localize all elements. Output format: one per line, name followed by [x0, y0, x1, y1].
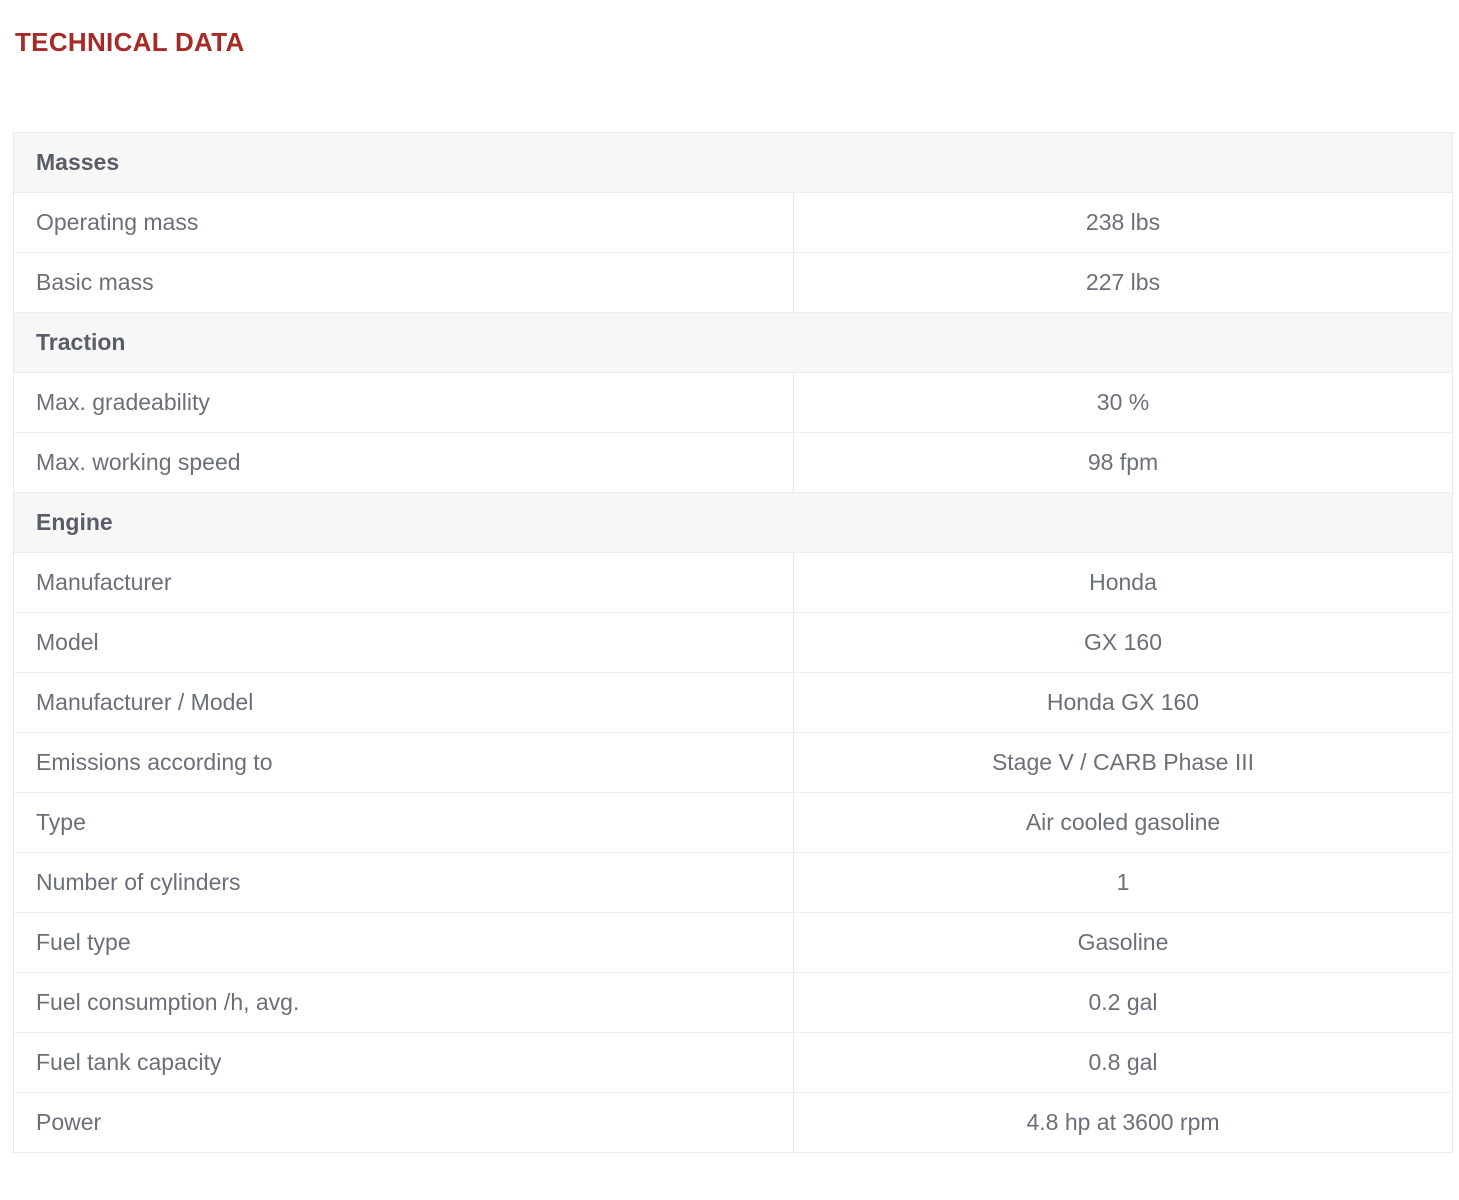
section-title: Masses: [36, 149, 120, 175]
row-value: 0.8 gal: [1088, 1049, 1158, 1075]
row-value: GX 160: [1084, 629, 1162, 655]
table-row: [14, 673, 1452, 733]
row-label: Manufacturer: [14, 553, 794, 612]
table-row: [14, 733, 1452, 793]
table-row: [14, 973, 1452, 1033]
row-label: Max. working speed: [14, 433, 794, 492]
row-label: Type: [14, 793, 794, 852]
row-label: Emissions according to: [14, 733, 794, 792]
row-value: Honda: [1089, 569, 1157, 595]
table-row: [14, 913, 1452, 973]
row-value: Honda GX 160: [1046, 689, 1200, 715]
table-row: [14, 193, 1452, 253]
table-row: [14, 373, 1452, 433]
table-row: [14, 1093, 1452, 1153]
table-row: [14, 853, 1452, 913]
row-label: Power: [14, 1093, 794, 1152]
row-value: 98 fpm: [1087, 449, 1159, 475]
row-value: Air cooled gasoline: [1025, 809, 1221, 835]
section-title: Engine: [36, 509, 113, 535]
section-header-masses: [14, 133, 1452, 193]
row-label: Max. gradeability: [14, 373, 794, 432]
row-value: 4.8 hp at 3600 rpm: [1026, 1109, 1220, 1135]
row-value: 30 %: [1096, 389, 1150, 415]
row-label: Basic mass: [14, 253, 794, 312]
row-label: Fuel type: [14, 913, 794, 972]
technical-data-table: [13, 132, 1453, 1153]
row-label: Fuel tank capacity: [14, 1033, 794, 1092]
table-row: [14, 1033, 1452, 1093]
row-label: Number of cylinders: [14, 853, 794, 912]
row-value: Stage V / CARB Phase III: [991, 749, 1255, 775]
row-value: 227 lbs: [1085, 269, 1161, 295]
row-label: Fuel consumption /h, avg.: [14, 973, 794, 1032]
row-value: 0.2 gal: [1088, 989, 1158, 1015]
row-value: 1: [1116, 869, 1130, 895]
table-row: [14, 613, 1452, 673]
row-label: Manufacturer / Model: [14, 673, 794, 732]
row-label: Model: [14, 613, 794, 672]
section-header-traction: [14, 313, 1452, 373]
table-row: [14, 793, 1452, 853]
page-title: TECHNICAL DATA: [15, 27, 245, 57]
table-row: [14, 553, 1452, 613]
table-row: [14, 433, 1452, 493]
table-row: [14, 253, 1452, 313]
row-value: Gasoline: [1077, 929, 1169, 955]
section-title: Traction: [36, 329, 126, 355]
row-value: 238 lbs: [1085, 209, 1161, 235]
row-label: Operating mass: [14, 193, 794, 252]
section-header-engine: [14, 493, 1452, 553]
